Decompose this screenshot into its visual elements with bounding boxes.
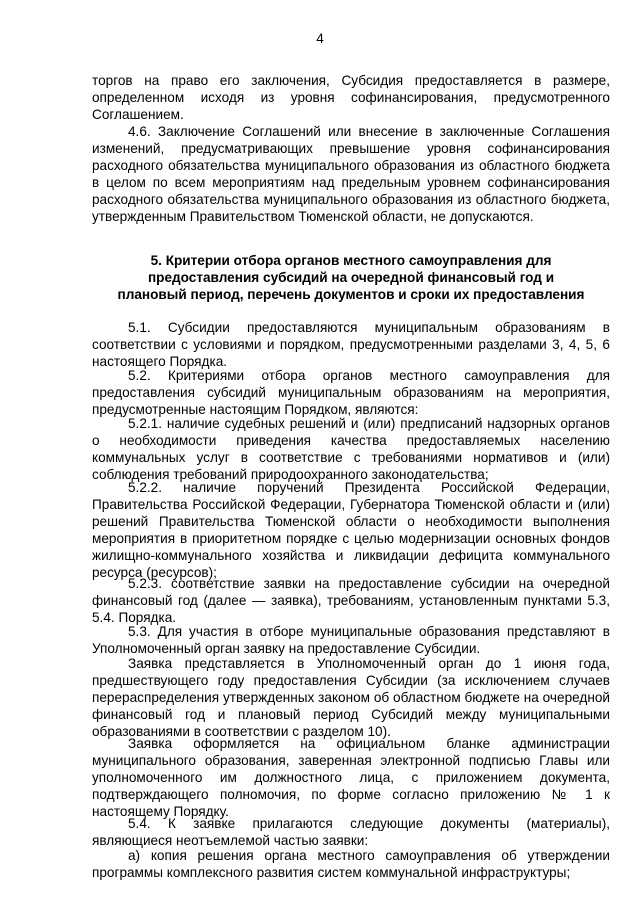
paragraph-5-2-1: 5.2.1. наличие судебных решений и (или) предписаний надзорных органов о необходимости приведения качества предоставляемых населению коммунальных услуг в соответствие с требованиями нормативов и (или) соблюдения требований природоохранного законодательства; xyxy=(92,415,610,482)
paragraph-4-5-continuation: торгов на право его заключения, Субсидия предоставляется в размере, определенном исходя из уровня софинансирования, предусмотренного Соглашением. xyxy=(92,72,610,122)
paragraph-application-form: Заявка оформляется на официальном бланке администрации муниципального образования, заверенная электронной подписью Главы или уполномоченного им должностного лица, с приложением документа, подтверждающего полномочия, по форме согласно приложению № 1 к настоящему Порядку. xyxy=(92,735,610,819)
paragraph-5-4-a: а) копия решения органа местного самоуправления об утверждении программы комплексного развития систем коммунальной инфраструктуры; xyxy=(92,847,610,880)
paragraph-5-2-3: 5.2.3. соответствие заявки на предоставление субсидии на очередной финансовый год (далее — заявка), требованиям, установленным пунктами 5.3, 5.4. Порядка. xyxy=(92,575,610,625)
paragraph-5-1: 5.1. Субсидии предоставляются муниципальным образованиям в соответствии с условиями и порядком, предусмотренными разделами 3, 4, 5, 6 настоящего Порядка. xyxy=(92,319,610,369)
paragraph-5-3: 5.3. Для участия в отборе муниципальные образования представляют в Уполномоченный орган заявку на предоставление Субсидии. xyxy=(92,623,610,656)
paragraph-5-4: 5.4. К заявке прилагаются следующие документы (материалы), являющиеся неотъемлемой частью заявки: xyxy=(92,815,610,848)
section-5-heading: 5. Критерии отбора органов местного самоуправления для предоставления субсидий на очередной финансовый год и плановый период, перечень документов и сроки их предоставления xyxy=(117,252,585,302)
paragraph-5-2-2: 5.2.2. наличие поручений Президента Российской Федерации, Правительства Российской Федерации, Губернатора Тюменской области и (или) решений Правительства Тюменской области о необходимости выполнения мероприятия в приоритетном порядке с целью модернизации основных фондов жилищно-коммунального хозяйства и ликвидации дефицита коммунального ресурса (ресурсов); xyxy=(92,479,610,580)
paragraph-4-6: 4.6. Заключение Соглашений или внесение в заключенные Соглашения изменений, предусматривающих превышение уровня софинансирования расходного обязательства муниципального образования из областного бюджета в целом по всем мероприятиям над предельным уровнем софинансирования расходного обязательства муниципального образования из областного бюджета, утвержденным Правительством Тюменской области, не допускаются. xyxy=(92,123,610,224)
paragraph-5-2: 5.2. Критериями отбора органов местного самоуправления для предоставления субсидий муниципальным образованиям на мероприятия, предусмотренные настоящим Порядком, являются: xyxy=(92,367,610,417)
page-number: 4 xyxy=(316,31,324,46)
paragraph-application-deadline: Заявка представляется в Уполномоченный орган до 1 июня года, предшествующего году предоставления Субсидии (за исключением случаев перераспределения утвержденных законом об областном бюджете на очередной финансовый год и плановый период Субсидий между муниципальными образованиями в соответствии с разделом 10). xyxy=(92,655,610,739)
